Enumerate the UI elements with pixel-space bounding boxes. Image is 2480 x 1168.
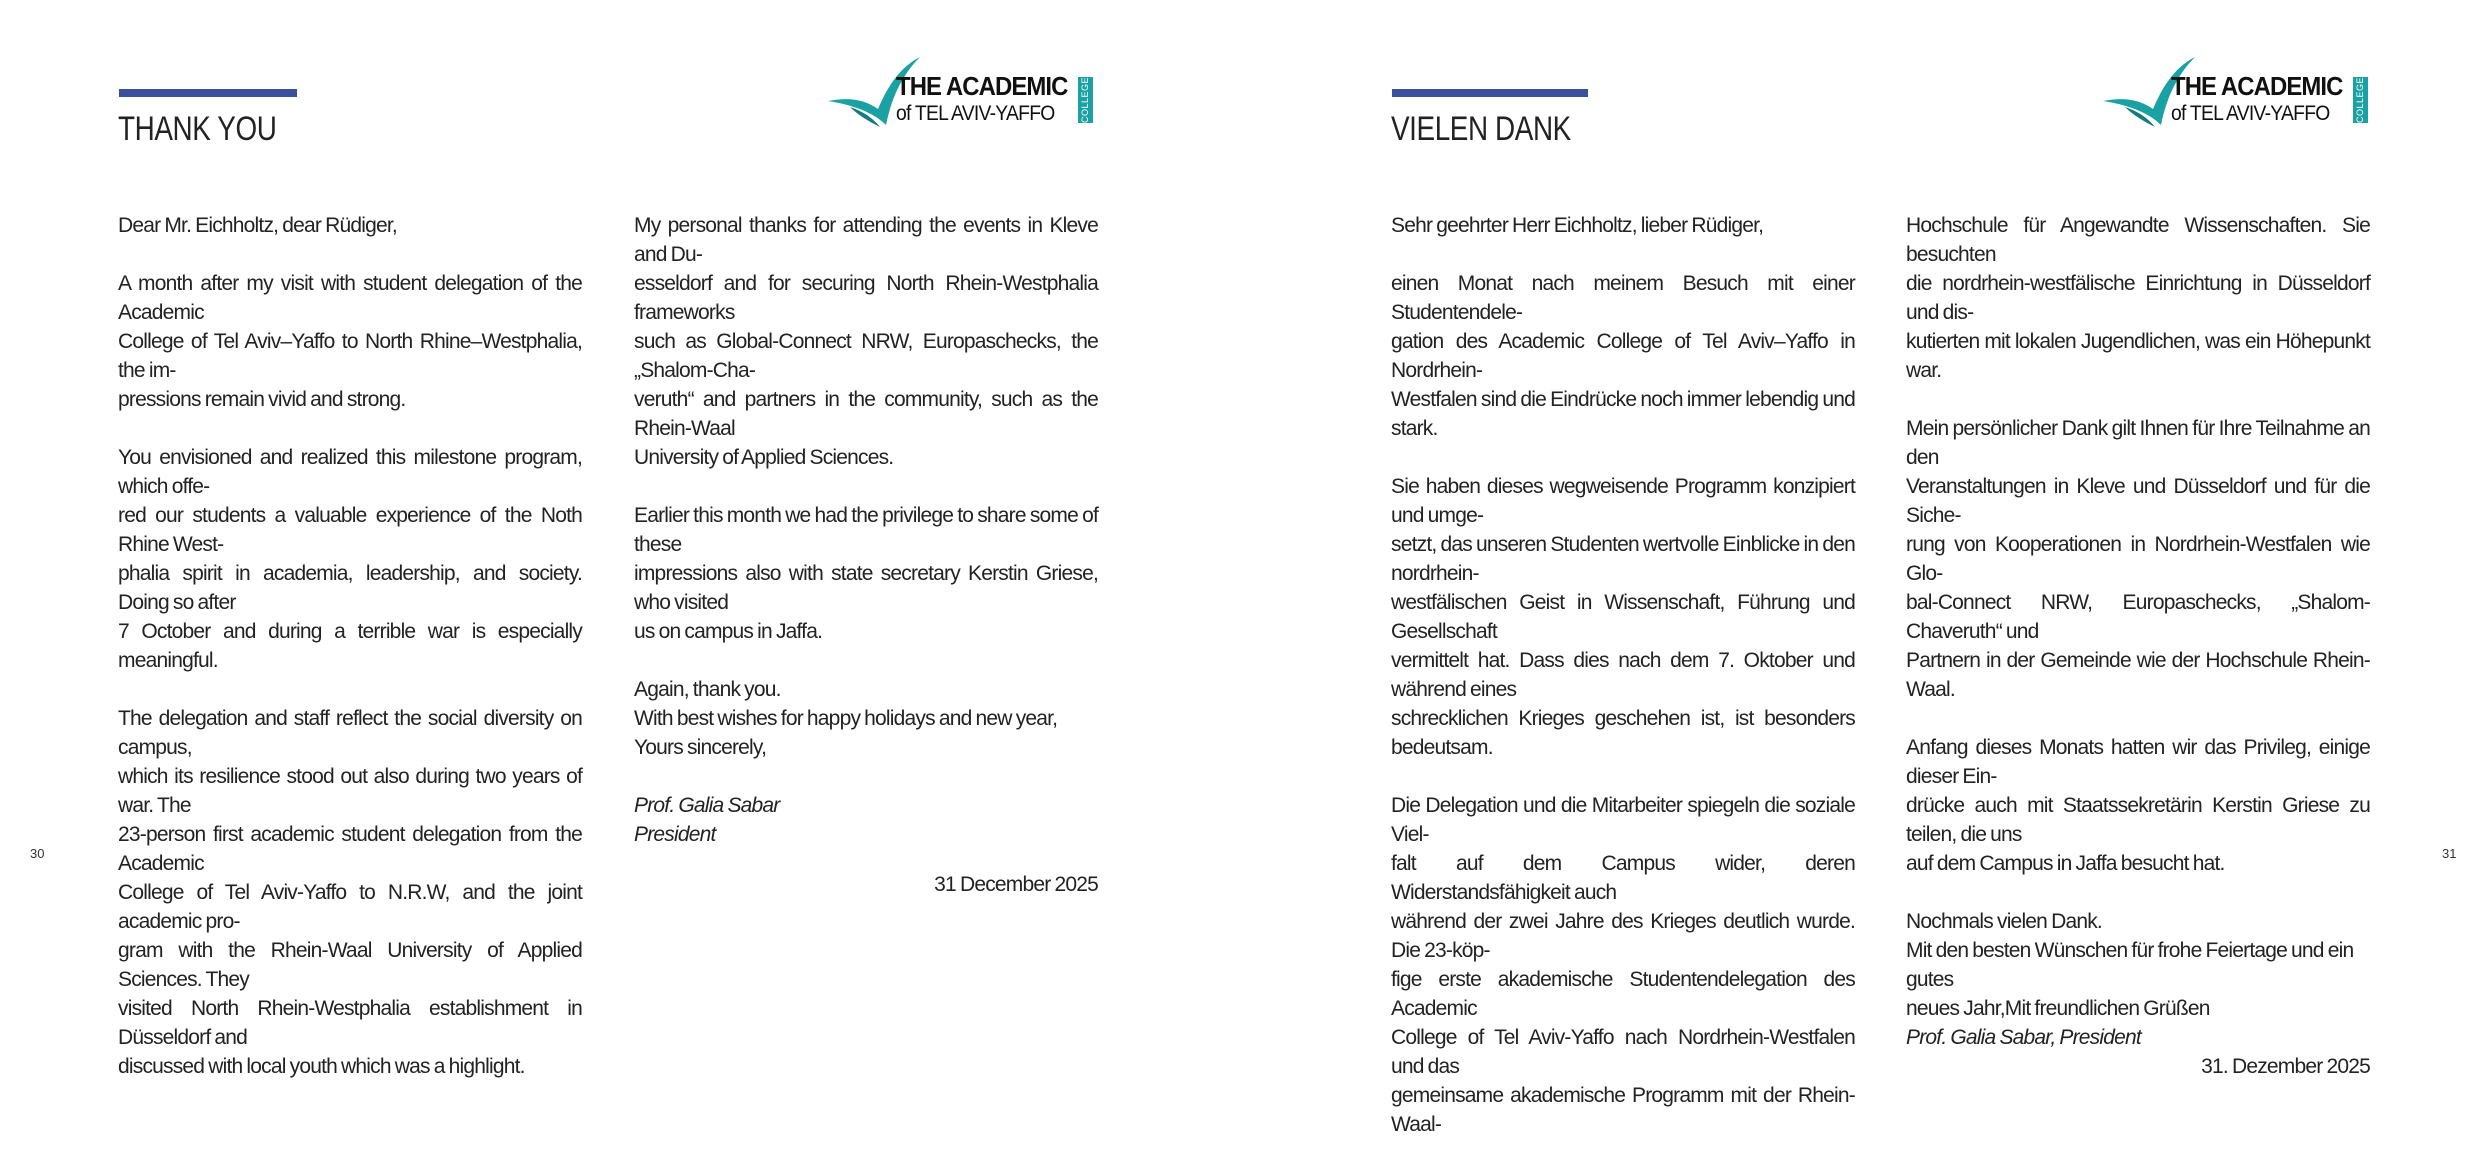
paragraph: Earlier this month we had the privilege to share some of these impressions also with state secretary Kerstin Griese, who visited us on campus in Jaffa. xyxy=(634,504,1098,643)
college-logo xyxy=(2101,55,2371,135)
page-number: 31 xyxy=(2442,846,2457,861)
paragraph: My personal thanks for attending the events in Kleve and Du- esseldorf and for securing North Rhein-Westphalia frameworks such as Global-Connect NRW, Europaschecks, the „Shalom-Cha- veruth“ and partners in the community, such as the Rhein-Waal University of Applied Sciences. xyxy=(634,214,1098,469)
paragraph: The delegation and staff reflect the social diversity on campus, which its resilience stood out also during two years of war. The 23-person first academic student delegation from the Academic College of Tel Aviv-Yaffo to N.R.W, and the joint academic pro- gram with the Rhein-Waal University of Applied Sciences. They visited North Rhein-Westphalia establishment in Düsseldorf and discussed with local youth which was a highlight. xyxy=(118,707,582,1078)
logo-subtitle: of TEL AVIV-YAFFO xyxy=(896,102,1055,125)
page-heading: VIELEN DANK xyxy=(1391,110,1571,148)
paragraph: A month after my visit with student delegation of the Academic College of Tel Aviv–Yaffo to North Rhine–Westphalia, the im- pressions remain vivid and strong. xyxy=(118,272,582,411)
page-number: 30 xyxy=(30,846,45,861)
paragraph: Anfang dieses Monats hatten wir das Privileg, einige dieser Ein- drücke auch mit Staatssekretärin Kerstin Griese zu teilen, die uns auf dem Campus in Jaffa besucht hat. xyxy=(1906,736,2370,875)
signature: Prof. Galia Sabar, President xyxy=(1906,1026,2141,1049)
college-logo xyxy=(826,55,1096,135)
heading-accent-bar xyxy=(119,89,297,97)
page-heading: THANK YOU xyxy=(118,110,277,148)
paragraph: Mein persönlicher Dank gilt Ihnen für Ihre Teilnahme an den Veranstaltungen in Kleve und Düsseldorf und für die Siche- rung von Kooperationen in Nordrhein-Westfalen wie Glo- bal-Connect NRW, Europaschecks, „Shalom-Chaveruth“ und Partnern in der Gemeinde wie der Hochschule Rhein-Waal. xyxy=(1906,417,2370,701)
salutation: Dear Mr. Eichholtz, dear Rüdiger, xyxy=(118,214,397,237)
closing: Again, thank you. With best wishes for happy holidays and new year, Yours sincerely, xyxy=(634,678,1058,759)
letter-date: 31. Dezember 2025 xyxy=(2201,1055,2370,1078)
paragraph: Die Delegation und die Mitarbeiter spiegeln die soziale Viel- falt auf dem Campus wider, deren Widerstandsfähigkeit auch während der zwei Jahre des Krieges deutlich wurde. Die 23-köp- fige erste akademische Studentendelegation des Academic College of Tel Aviv-Yaffo nach Nordrhein-Westfalen und das gemeinsame akademische Programm mit der Rhein-Waal- xyxy=(1391,794,1855,1136)
paragraph: einen Monat nach meinem Besuch mit einer Studentendele- gation des Academic College of Tel Aviv–Yaffo in Nordrhein- Westfalen sind die Eindrücke noch immer lebendig und stark. xyxy=(1391,272,1855,440)
right-column-2 xyxy=(1906,211,2370,1110)
left-column-2 xyxy=(634,211,1098,928)
heading-accent-bar xyxy=(1392,89,1588,97)
letter-date: 31 December 2025 xyxy=(934,873,1098,896)
paragraph: Hochschule für Angewandte Wissenschaften. Sie besuchten die nordrhein-westfälische Einrichtung in Düsseldorf und dis- kutierten mit lokalen Jugendlichen, was ein Höhepunkt war. xyxy=(1906,214,2370,382)
closing: Nochmals vielen Dank. Mit den besten Wünschen für frohe Feiertage und ein gutes neues Jahr,Mit freundlichen Grüßen xyxy=(1906,910,2354,1020)
right-column-1 xyxy=(1391,211,1855,1168)
signature-title: President xyxy=(634,823,716,846)
paragraph: You envisioned and realized this milestone program, which offe- red our students a valuable experience of the Noth Rhine West- phalia spirit in academia, leadership, and society. Doing so after 7 October and during a terrible war is especially meaningful. xyxy=(118,446,582,672)
signature-name: Prof. Galia Sabar xyxy=(634,794,780,817)
paragraph: Sie haben dieses wegweisende Programm konzipiert und umge- setzt, das unseren Studenten wertvolle Einblicke in den nordrhein- westfälischen Geist in Wissenschaft, Führung und Gesellschaft vermittelt hat. Dass dies nach dem 7. Oktober und während eines schrecklichen Krieges geschehen ist, ist besonders bedeutsam. xyxy=(1391,475,1855,759)
left-column-1 xyxy=(118,211,582,1110)
salutation: Sehr geehrter Herr Eichholtz, lieber Rüdiger, xyxy=(1391,214,1764,237)
logo-title: THE ACADEMIC xyxy=(896,71,1068,101)
logo-badge: COLLEGE xyxy=(1078,77,1093,123)
logo-subtitle: of TEL AVIV-YAFFO xyxy=(2171,102,2330,125)
logo-badge: COLLEGE xyxy=(2353,77,2368,123)
logo-title: THE ACADEMIC xyxy=(2171,71,2343,101)
